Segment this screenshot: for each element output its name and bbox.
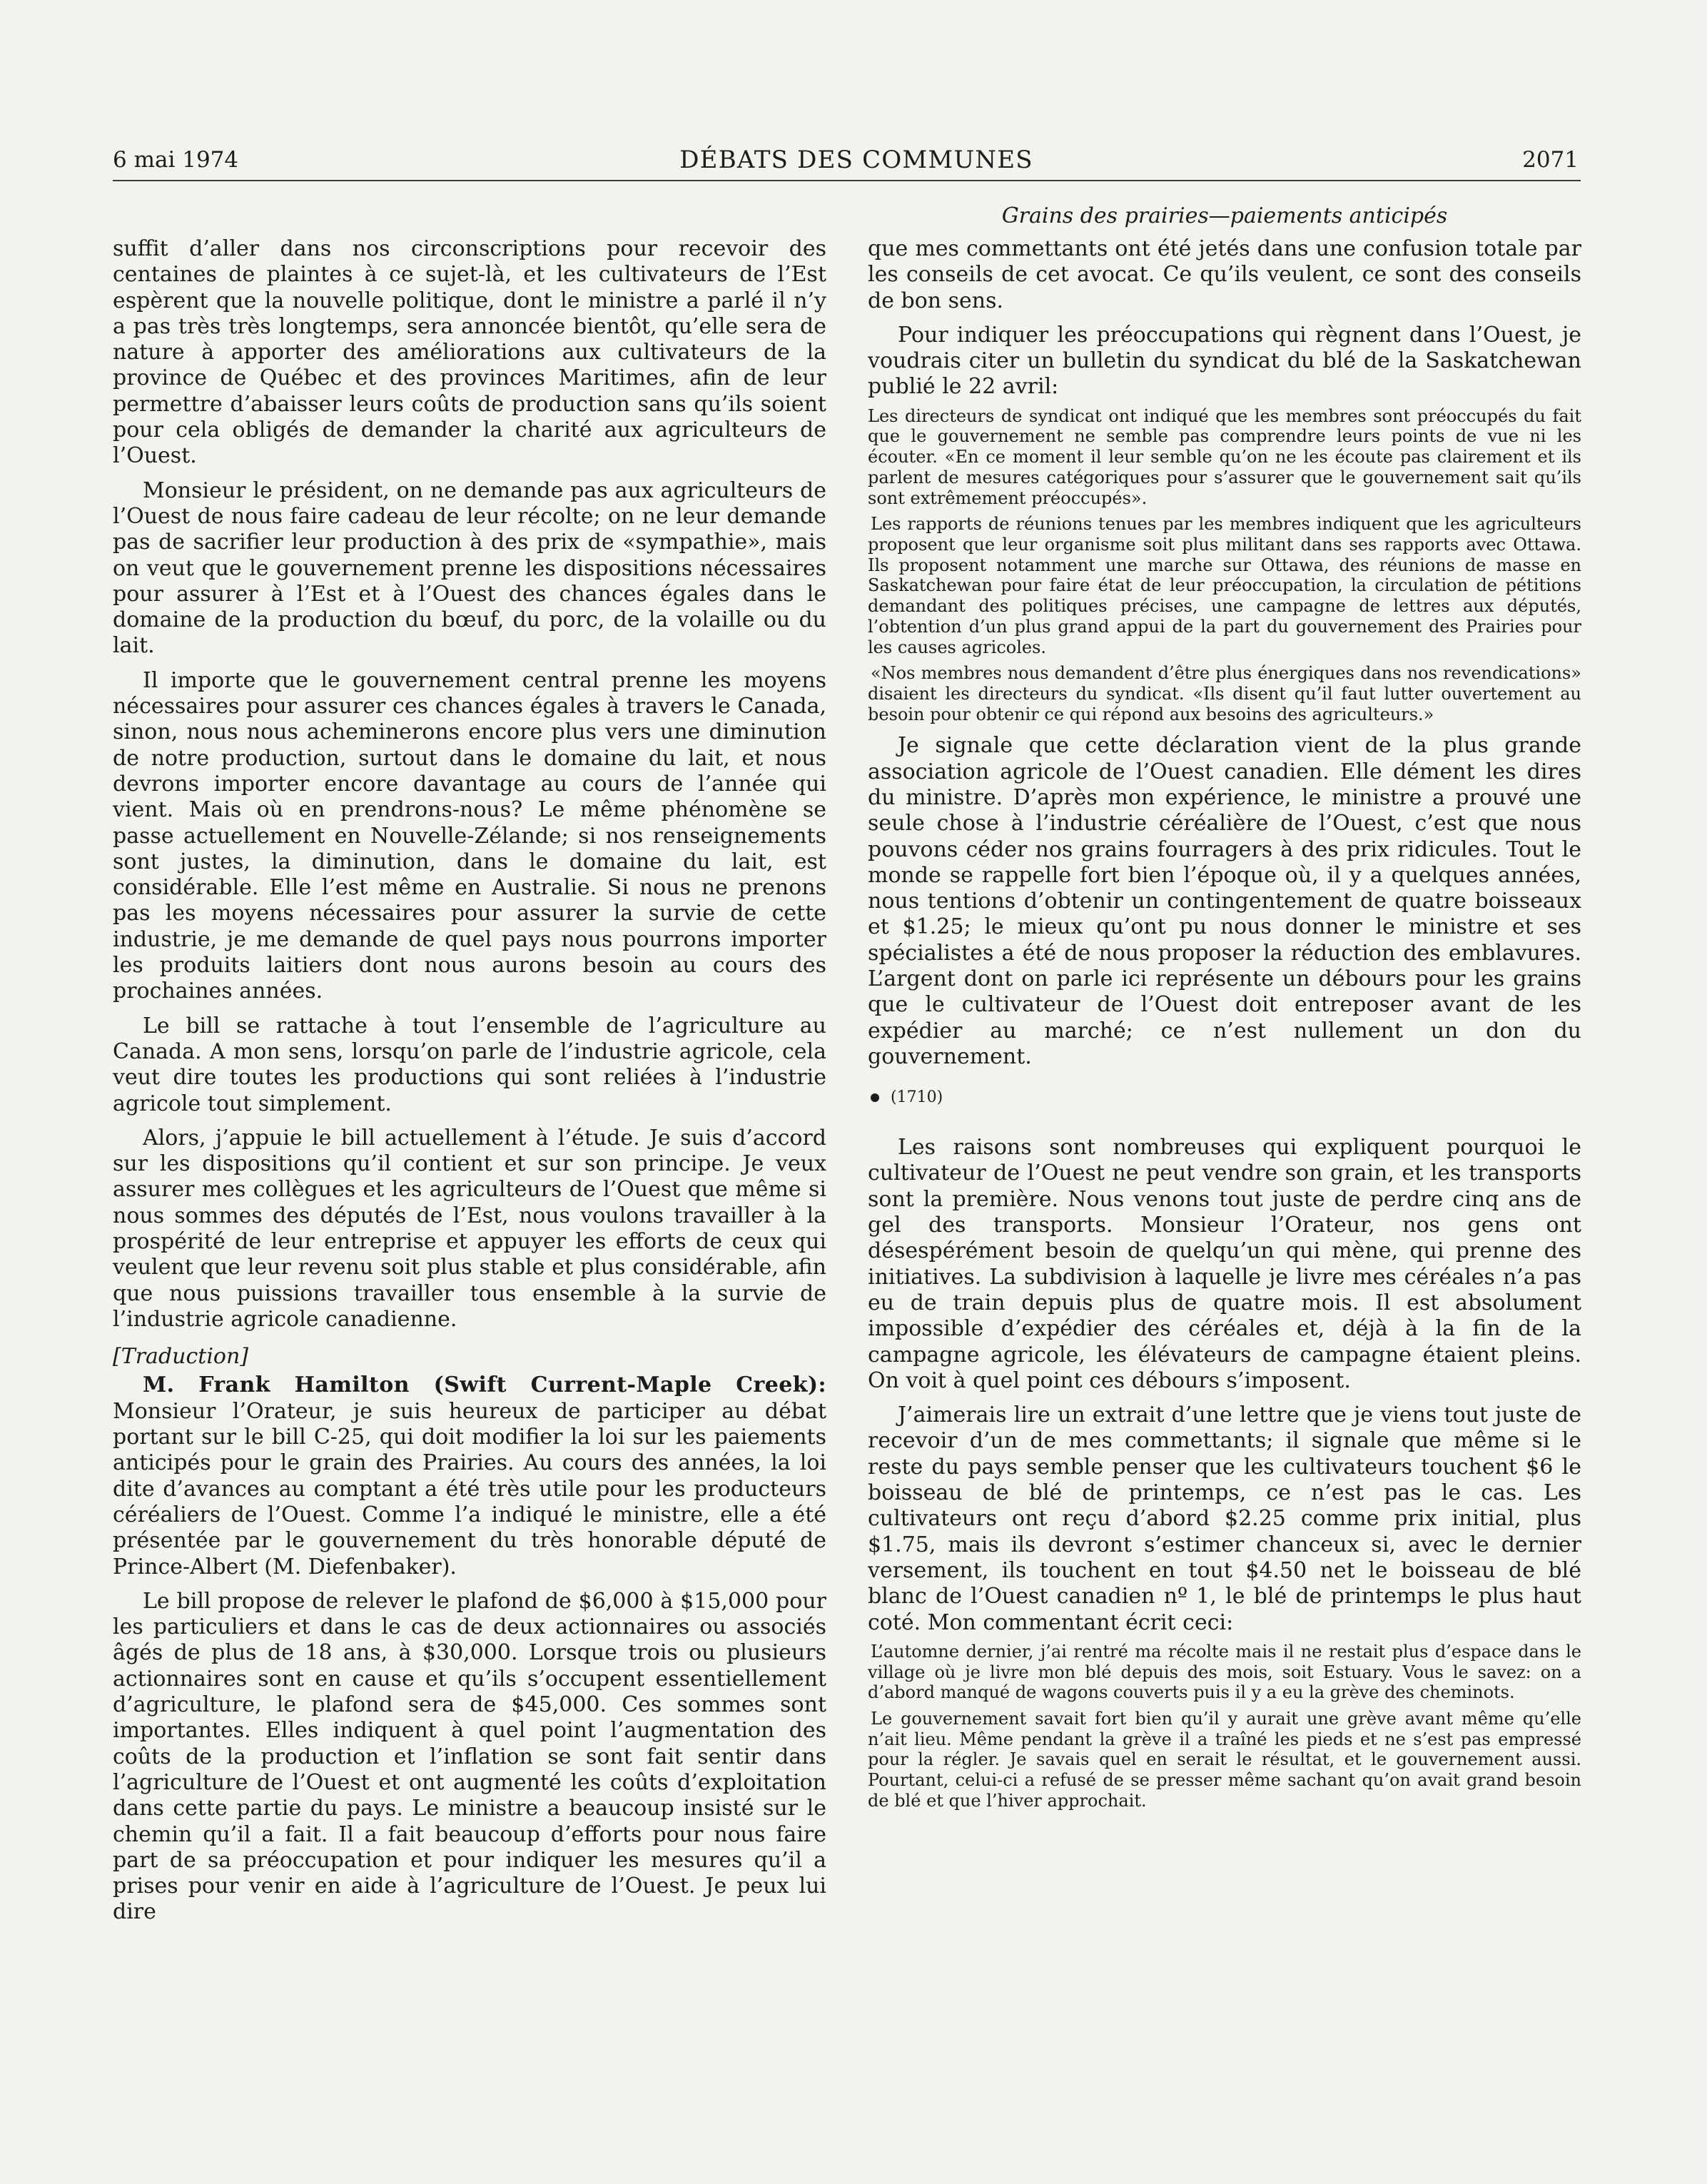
- header-rule: [113, 180, 1581, 181]
- paragraph: J’aimerais lire un extrait d’une lettre que je viens tout juste de recevoir d’un de mes commettants; il signale que même si le reste du pays semble penser que les cultivateurs touchent $6 le boisseau de blé de printemps, ce n’est pas le cas. Les cultivateurs ont reçu d’abord $2.25 comme prix initial, plus $1.75, mais ils devront s’estimer chanceux si, avec le dernier versement, ils touchent en tout $4.50 net le boisseau de blé blanc de l’Ouest canadien nº 1, le blé de printemps le plus haut coté. Mon commentant écrit ceci:: [868, 1402, 1581, 1635]
- quote-paragraph: «Nos membres nous demandent d’être plus énergiques dans nos revendications» disaient les directeurs du syndicat. «Ils disent qu’il faut lutter ouvertement au besoin pour obtenir ce qui répond aux besoins des agriculteurs.»: [868, 663, 1581, 724]
- speaker-text: Monsieur l’Orateur, je suis heureux de participer au débat portant sur le bill C-25, qui doit modifier la loi sur les paiements anticipés pour le grain des Prairies. Au cours des années, la loi dite d’avances au comptant a été très utile pour les producteurs céréaliers de l’Ouest. Comme l’a indiqué le ministre, elle a été présentée par le gouvernement du très honorable député de Prince-Albert (M. Diefenbaker).: [113, 1398, 826, 1579]
- left-column: [113, 236, 826, 1926]
- running-head: Grains des prairies—paiements anticipés: [1001, 203, 1448, 228]
- block-quote: [868, 406, 1581, 725]
- time-marker: [868, 1088, 1581, 1106]
- paragraph: Le bill propose de relever le plafond de $6,000 à $15,000 pour les particuliers et dans le cas de deux actionnaires ou associés âgés de plus de 18 ans, à $30,000. Lorsque trois ou plusieurs actionnaires sont en cause et qu’ils s’occupent essentiellement d’agriculture, le plafond sera de $45,000. Ces sommes sont importantes. Elles indiquent à quel point l’augmentation des coûts de la production et l’inflation se sont fait sentir dans l’agriculture de l’Ouest et ont augmenté les coûts d’exploitation dans cette partie du pays. Le ministre a beaucoup insisté sur le chemin qu’il a fait. Il a fait beaucoup d’efforts pour nous faire part de sa préoccupation et pour indiquer les mesures qu’il a prises pour venir en aide à l’agriculture de l’Ouest. Je peux lui dire: [113, 1588, 826, 1925]
- paragraph: Je signale que cette déclaration vient de la plus grande association agricole de l’Ouest canadien. Elle dément les dires du ministre. D’après mon expérience, le ministre a prouvé une seule chose à l’industrie céréalière de l’Ouest, c’est que nous pouvons céder nos grains fourragers à des prix ridicules. Tout le monde se rappelle fort bien l’époque où, il y a quelques années, nous tentions d’obtenir un contingentement de quatre boisseaux et $1.25; le mieux qu’ont pu nous donner le ministre et ses spécialistes a été de nous proposer la réduction des emblavures. L’argent dont on parle ici représente un débours pour les grains que le cultivateur de l’Ouest doit entreposer avant de les expédier au marché; ce n’est nullement un don du gouvernement.: [868, 733, 1581, 1069]
- quote-paragraph: Les directeurs de syndicat ont indiqué que les membres sont préoccupés du fait que le gouvernement ne semble pas comprendre leurs points de vue ni les écouter. «En ce moment il leur semble qu’on ne les écoute pas clairement et ils parlent de mesures catégoriques pour s’assurer que le gouvernement sait qu’ils sont extrêmement préoccupés».: [868, 405, 1581, 508]
- paragraph: Pour indiquer les préoccupations qui règnent dans l’Ouest, je voudrais citer un bulletin du syndicat du blé de la Saskatchewan publié le 22 avril:: [868, 322, 1581, 400]
- paragraph: que mes commettants ont été jetés dans une confusion totale par les conseils de cet avocat. Ce qu’ils veulent, ce sont des conseils de bon sens.: [868, 236, 1581, 313]
- speaker-name: M. Frank Hamilton (Swift Current-Maple Creek):: [143, 1372, 826, 1398]
- speaker-paragraph: [113, 1372, 826, 1579]
- paragraph: Les raisons sont nombreuses qui expliquent pourquoi le cultivateur de l’Ouest ne peut vendre son grain, et les transports sont la première. Nous venons tout juste de perdre cinq ans de gel des transports. Monsieur l’Orateur, nos gens ont désespérément besoin de quelqu’un qui mène, qui prenne des initiatives. La subdivision à laquelle je livre mes céréales n’a pas eu de train depuis plus de quatre mois. Il est absolument impossible d’expédier des céréales et, déjà à la fin de la campagne agricole, les élévateurs de campagne étaient pleins. On voit à quel point ces débours s’imposent.: [868, 1135, 1581, 1393]
- translation-label-text: [Traduction]: [113, 1344, 249, 1370]
- bullet-icon: [871, 1093, 879, 1102]
- page-number: 2071: [1522, 147, 1579, 173]
- header-date: 6 mai 1974: [113, 147, 239, 173]
- paragraph: Alors, j’appuie le bill actuellement à l’étude. Je suis d’accord sur les dispositions qu’il contient et sur son principe. Je veux assurer mes collègues et les agriculteurs de l’Ouest que même si nous sommes des députés de l’Est, nous voulons travailler à la prospérité de leur entreprise et appuyer les efforts de ceux qui veulent que leur revenu soit plus stable et plus considérable, afin que nous puissions travailler tous ensemble à la survie de l’industrie agricole canadienne.: [113, 1125, 826, 1332]
- paragraph: suffit d’aller dans nos circonscriptions pour recevoir des centaines de plaintes à ce sujet-là, et les cultivateurs de l’Est espèrent que la nouvelle politique, dont le ministre a parlé il n’y a pas très très longtemps, sera annoncée bientôt, qu’elle sera de nature à apporter des améliorations aux cultivateurs de la province de Québec et des provinces Maritimes, afin de leur permettre d’abaisser leurs coûts de production sans qu’ils soient pour cela obligés de demander la charité aux agriculteurs de l’Ouest.: [113, 236, 826, 469]
- paragraph: Le bill se rattache à tout l’ensemble de l’agriculture au Canada. A mon sens, lorsqu’on parle de l’industrie agricole, cela veut dire toutes les productions qui sont reliées à l’industrie agricole tout simplement.: [113, 1013, 826, 1116]
- quote-paragraph: Le gouvernement savait fort bien qu’il y aurait une grève avant même qu’elle n’ait lieu. Même pendant la grève il a traîné les pieds et ne s’est pas empressé pour la régler. Je savais quel en serait le résultat, et le gouvernement aussi. Pourtant, celui-ci a refusé de se presser même sachant qu’on avait grand besoin de blé et que l’hiver approchait.: [868, 1708, 1581, 1811]
- block-quote: [868, 1642, 1581, 1811]
- translation-label: [113, 1344, 826, 1370]
- quote-paragraph: Les rapports de réunions tenues par les membres indiquent que les agriculteurs proposent que leur organisme soit plus militant dans ses rapports avec Ottawa. Ils proposent notamment une marche sur Ottawa, des réunions de masse en Saskatchewan pour faire état de leur préoccupation, la circulation de pétitions demandant des politiques précises, une campagne de lettres aux députés, l’obtention d’un plus grand appui de la part du gouvernement des Prairies pour les causes agricoles.: [868, 514, 1581, 657]
- header-title: DÉBATS DES COMMUNES: [679, 146, 1033, 174]
- paragraph: Monsieur le président, on ne demande pas aux agriculteurs de l’Ouest de nous faire cadeau de leur récolte; on ne leur demande pas de sacrifier leur production à des prix de «sympathie», mais on veut que le gouvernement prenne les dispositions nécessaires pour assurer à l’Est et à l’Ouest des chances égales dans le domaine de la production du bœuf, du porc, de la volaille ou du lait.: [113, 477, 826, 659]
- right-column: [868, 236, 1581, 1819]
- quote-paragraph: L’automne dernier, j’ai rentré ma récolte mais il ne restait plus d’espace dans le village où je livre mon blé depuis des mois, soit Estuary. Vous le savez: on a d’abord manqué de wagons couverts puis il y a eu la grève des cheminots.: [868, 1641, 1581, 1703]
- paragraph: Il importe que le gouvernement central prenne les moyens nécessaires pour assurer ces chances égales à travers le Canada, sinon, nous nous acheminerons encore plus vers une diminution de notre production, surtout dans le domaine du lait, et nous devrons importer encore davantage au cours de l’année qui vient. Mais où en prendrons-nous? Le même phénomène se passe actuellement en Nouvelle-Zélande; si nos renseignements sont justes, la diminution, dans le domaine du lait, est considérable. Elle l’est même en Australie. Si nous ne prenons pas les moyens nécessaires pour assurer la survie de cette industrie, je me demande de quel pays nous pourrons importer les produits laitiers dont nous aurons besoin au cours des prochaines années.: [113, 667, 826, 1004]
- time-marker-text: (1710): [891, 1088, 943, 1107]
